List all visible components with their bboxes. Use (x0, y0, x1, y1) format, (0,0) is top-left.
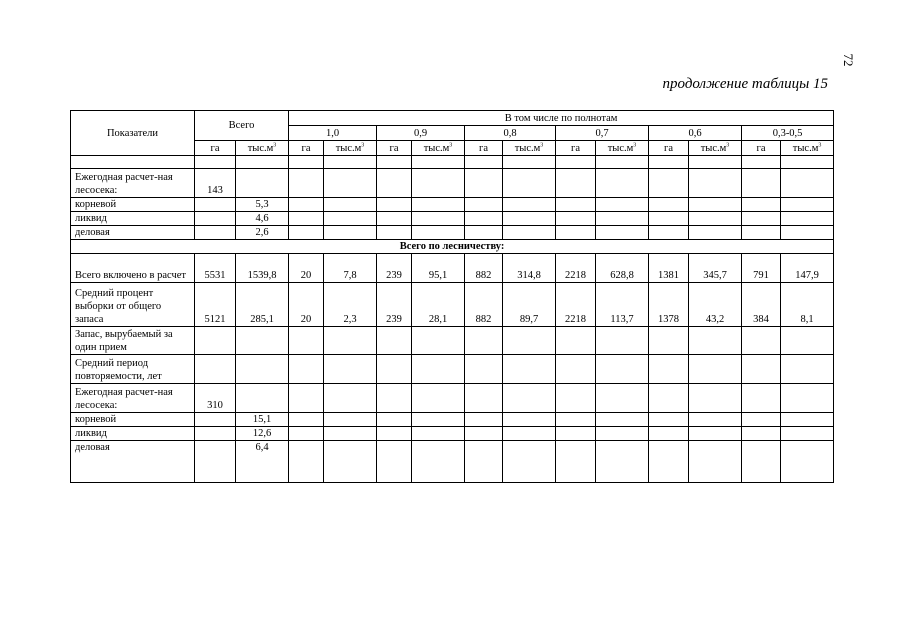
table-cell (324, 441, 377, 483)
table-cell (742, 327, 781, 355)
table-cell: 1381 (649, 254, 689, 283)
table-cell (324, 355, 377, 384)
header-density: 0,9 (377, 126, 465, 141)
table-row (71, 198, 834, 212)
table-cell: 2218 (556, 254, 596, 283)
table-cell (465, 212, 503, 226)
table-cell (556, 156, 596, 169)
table-cell (742, 427, 781, 441)
table-cell (781, 441, 834, 483)
table-cell: 2,3 (324, 283, 377, 327)
table-cell (195, 212, 236, 226)
row-label: Средний период повторяемости, лет (71, 355, 195, 384)
table-cell (289, 384, 324, 413)
header-density: 0,6 (649, 126, 742, 141)
table-cell (781, 169, 834, 198)
table-cell (503, 226, 556, 240)
row-label: деловая (71, 226, 195, 240)
row-label: Ежегодная расчет-ная лесосека: (71, 169, 195, 198)
table-cell (289, 413, 324, 427)
table-cell: 113,7 (596, 283, 649, 327)
table-cell (649, 169, 689, 198)
table-cell (742, 156, 781, 169)
table-cell (556, 226, 596, 240)
table-cell: 310 (195, 384, 236, 413)
table-cell (781, 327, 834, 355)
table-cell (71, 156, 195, 169)
table-cell (781, 355, 834, 384)
table-cell (556, 413, 596, 427)
table-cell (742, 198, 781, 212)
table-cell (689, 355, 742, 384)
table-cell (195, 156, 236, 169)
table-cell (377, 327, 412, 355)
table-row (71, 384, 834, 413)
table-cell (689, 226, 742, 240)
table-cell (377, 169, 412, 198)
unit-volume: $тыс.м^3$ (503, 141, 556, 156)
table-cell (689, 169, 742, 198)
row-label: ликвид (71, 427, 195, 441)
row-label: корневой (71, 198, 195, 212)
table-cell (465, 226, 503, 240)
table-cell (412, 441, 465, 483)
section-title: Всего по лесничеству: (71, 240, 834, 254)
row-label: корневой (71, 413, 195, 427)
table-cell (412, 427, 465, 441)
table-cell (649, 384, 689, 413)
table-cell (195, 427, 236, 441)
table-cell: 6,4 (236, 441, 289, 483)
table-cell (465, 441, 503, 483)
table-cell (596, 441, 649, 483)
table-cell (412, 156, 465, 169)
page-number: 72 (841, 53, 856, 67)
table-cell: 314,8 (503, 254, 556, 283)
table-cell (289, 441, 324, 483)
table-cell (412, 413, 465, 427)
table-cell (465, 355, 503, 384)
table-row (71, 327, 834, 355)
table-cell: 882 (465, 283, 503, 327)
header-by-density: В том числе по полнотам (289, 111, 834, 126)
table-cell (596, 384, 649, 413)
table-cell: 5121 (195, 283, 236, 327)
header-indicators: Показатели (71, 111, 195, 156)
table-cell: 43,2 (689, 283, 742, 327)
table-cell (324, 156, 377, 169)
table-cell (689, 156, 742, 169)
unit-volume: $тыс.м^3$ (412, 141, 465, 156)
table-cell (236, 355, 289, 384)
unit-ha: га (465, 141, 503, 156)
table-cell (781, 427, 834, 441)
unit-ha: га (649, 141, 689, 156)
table-cell (377, 212, 412, 226)
table-cell (556, 427, 596, 441)
table-cell (556, 327, 596, 355)
table-cell (503, 441, 556, 483)
unit-ha: га (195, 141, 236, 156)
table-cell (556, 212, 596, 226)
table-cell (195, 327, 236, 355)
table-cell (236, 384, 289, 413)
table-cell (465, 198, 503, 212)
table-cell (556, 198, 596, 212)
table-cell (412, 212, 465, 226)
table-cell (781, 156, 834, 169)
table-cell (465, 384, 503, 413)
table-cell (649, 427, 689, 441)
section-row (71, 240, 834, 254)
table-cell: 2,6 (236, 226, 289, 240)
table-cell (377, 226, 412, 240)
table-cell (556, 355, 596, 384)
table-cell (324, 226, 377, 240)
table-cell: 89,7 (503, 283, 556, 327)
table-cell (377, 198, 412, 212)
table-cell (377, 427, 412, 441)
table-cell (195, 441, 236, 483)
table-cell (556, 441, 596, 483)
unit-volume: $тыс.м^3$ (689, 141, 742, 156)
table-cell (742, 355, 781, 384)
table-cell (503, 169, 556, 198)
table-cell (465, 413, 503, 427)
spacer-row (71, 156, 834, 169)
table-cell (556, 169, 596, 198)
table-cell (465, 427, 503, 441)
table-cell (649, 441, 689, 483)
row-label: Средний процент выборки от общего запаса (71, 283, 195, 327)
table-cell: 12,6 (236, 427, 289, 441)
table-cell (289, 169, 324, 198)
table-cell (596, 169, 649, 198)
table-cell (649, 413, 689, 427)
table-cell: 15,1 (236, 413, 289, 427)
unit-ha: га (377, 141, 412, 156)
table-caption: продолжение таблицы 15 (662, 76, 828, 92)
table-cell (649, 198, 689, 212)
table-cell (689, 441, 742, 483)
table-cell (503, 384, 556, 413)
table-cell (596, 427, 649, 441)
unit-volume: $тыс.м^3$ (596, 141, 649, 156)
forest-table (70, 110, 834, 483)
header-density: 0,8 (465, 126, 556, 141)
table-row (71, 226, 834, 240)
table-cell (689, 413, 742, 427)
table-cell (412, 169, 465, 198)
table-cell (742, 441, 781, 483)
table-cell (503, 212, 556, 226)
table-cell: 5531 (195, 254, 236, 283)
table-cell (596, 212, 649, 226)
table-cell (195, 413, 236, 427)
table-cell (781, 198, 834, 212)
table-cell (503, 413, 556, 427)
table-cell (324, 384, 377, 413)
table-cell (556, 384, 596, 413)
table-cell (324, 212, 377, 226)
table-cell (412, 327, 465, 355)
table-cell (289, 198, 324, 212)
table-cell (503, 355, 556, 384)
table-cell (377, 441, 412, 483)
table-cell (289, 156, 324, 169)
row-label: ликвид (71, 212, 195, 226)
unit-volume: $тыс.м^3$ (236, 141, 289, 156)
table-cell: 143 (195, 169, 236, 198)
table-row (71, 441, 834, 483)
table-cell (236, 156, 289, 169)
row-label: Запас, вырубаемый за один прием (71, 327, 195, 355)
table-cell (742, 212, 781, 226)
table-cell (195, 226, 236, 240)
table-cell: 147,9 (781, 254, 834, 283)
table-row (71, 283, 834, 327)
table-cell (377, 355, 412, 384)
table-cell (689, 198, 742, 212)
unit-volume: $тыс.м^3$ (324, 141, 377, 156)
table-cell (596, 226, 649, 240)
table-cell (649, 355, 689, 384)
table-cell (689, 384, 742, 413)
row-label: деловая (71, 441, 195, 483)
table-cell (596, 156, 649, 169)
table-cell (465, 169, 503, 198)
row-label: Всего включено в расчет (71, 254, 195, 283)
table-cell (742, 169, 781, 198)
table-cell (689, 327, 742, 355)
table-cell (689, 427, 742, 441)
table-row (71, 355, 834, 384)
table-row (71, 254, 834, 283)
table-cell (377, 156, 412, 169)
table-cell (236, 169, 289, 198)
unit-ha: га (556, 141, 596, 156)
table-cell (324, 327, 377, 355)
table-cell (195, 198, 236, 212)
unit-ha: га (289, 141, 324, 156)
table-cell (412, 355, 465, 384)
table-cell (377, 384, 412, 413)
table-cell (596, 198, 649, 212)
header-density: 0,7 (556, 126, 649, 141)
table-cell (596, 327, 649, 355)
table-row (71, 413, 834, 427)
table-cell (781, 226, 834, 240)
table-cell (324, 413, 377, 427)
header-density: 1,0 (289, 126, 377, 141)
table-cell (465, 327, 503, 355)
table-cell (781, 384, 834, 413)
table-cell (289, 427, 324, 441)
table-row (71, 427, 834, 441)
table-cell (324, 169, 377, 198)
table-cell: 239 (377, 283, 412, 327)
table-cell (781, 212, 834, 226)
table-cell (377, 413, 412, 427)
table-cell (289, 355, 324, 384)
table-cell (289, 327, 324, 355)
table-cell (503, 156, 556, 169)
table-cell (289, 212, 324, 226)
table-cell (465, 156, 503, 169)
table-cell (649, 226, 689, 240)
table-cell (649, 327, 689, 355)
table-cell (236, 327, 289, 355)
table-cell: 239 (377, 254, 412, 283)
table-cell: 628,8 (596, 254, 649, 283)
table-cell: 20 (289, 254, 324, 283)
table-cell (742, 413, 781, 427)
table-cell (596, 413, 649, 427)
table-cell: 20 (289, 283, 324, 327)
table-cell (742, 384, 781, 413)
unit-ha: га (742, 141, 781, 156)
table-cell: 2218 (556, 283, 596, 327)
table-cell (195, 355, 236, 384)
table-cell (649, 212, 689, 226)
table-cell: 285,1 (236, 283, 289, 327)
table-cell: 5,3 (236, 198, 289, 212)
table-cell: 1378 (649, 283, 689, 327)
table-cell (412, 226, 465, 240)
table-cell: 384 (742, 283, 781, 327)
table-cell: 345,7 (689, 254, 742, 283)
table-cell: 4,6 (236, 212, 289, 226)
header-density: 0,3-0,5 (742, 126, 834, 141)
table-cell: 1539,8 (236, 254, 289, 283)
table-cell: 882 (465, 254, 503, 283)
table-cell (649, 156, 689, 169)
table-cell (689, 212, 742, 226)
table-cell (503, 198, 556, 212)
table-cell (412, 198, 465, 212)
table-cell (742, 226, 781, 240)
table-cell: 95,1 (412, 254, 465, 283)
header-total: Всего (195, 111, 289, 141)
table-cell (324, 198, 377, 212)
table-cell (412, 384, 465, 413)
table-row (71, 169, 834, 198)
table-cell: 28,1 (412, 283, 465, 327)
row-label: Ежегодная расчет-ная лесосека: (71, 384, 195, 413)
table-cell: 8,1 (781, 283, 834, 327)
table-cell: 7,8 (324, 254, 377, 283)
table-cell (596, 355, 649, 384)
table-cell (289, 226, 324, 240)
table-body (71, 156, 834, 483)
table-cell (503, 327, 556, 355)
table-cell: 791 (742, 254, 781, 283)
table-row (71, 212, 834, 226)
unit-volume: $тыс.м^3$ (781, 141, 834, 156)
table-cell (503, 427, 556, 441)
table-cell (781, 413, 834, 427)
table-cell (324, 427, 377, 441)
